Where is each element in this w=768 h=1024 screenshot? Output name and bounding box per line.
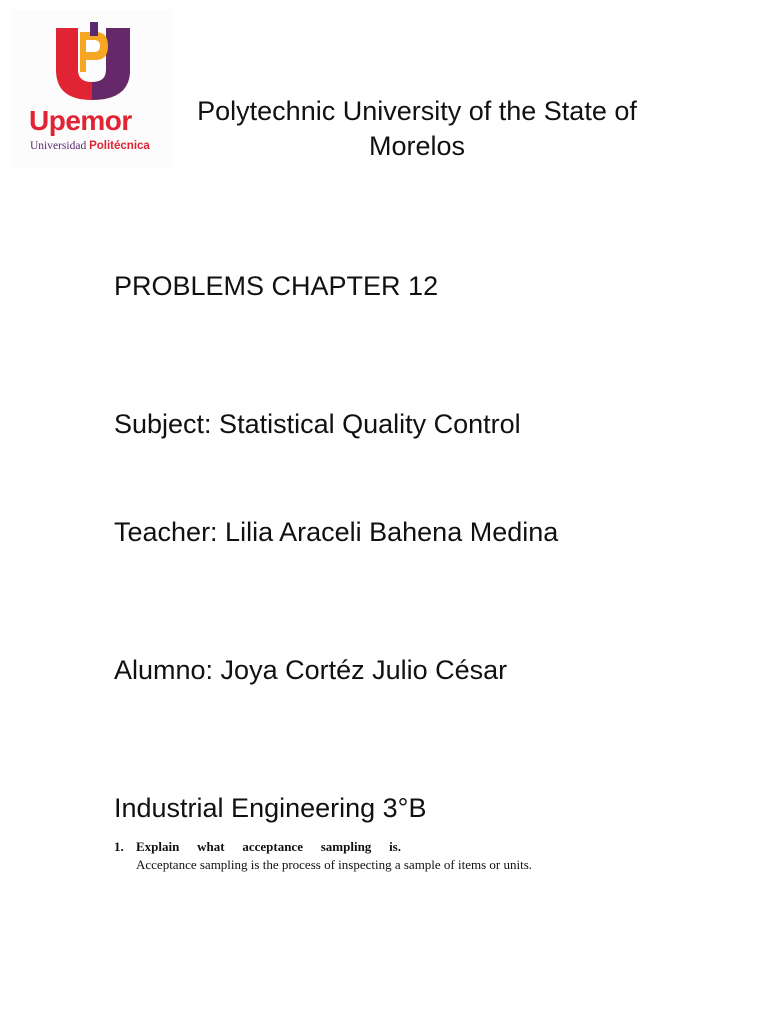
answer-text: Acceptance sampling is the process of inspecting a sample of items or units.: [136, 857, 533, 872]
logo-subtitle: [30, 141, 150, 153]
question-number: 1.: [114, 839, 124, 854]
upemor-emblem: [12, 10, 172, 110]
teacher-line: Teacher: Lilia Araceli Bahena Medina: [114, 517, 559, 547]
program-line: Industrial Engineering 3°B: [114, 793, 427, 823]
logo-wordmark: Upemor: [29, 105, 132, 136]
logo-subtitle-plain: Universidad: [30, 140, 90, 152]
university-name: Polytechnic University of the State of Morelos: [197, 96, 637, 161]
subject-line: Subject: Statistical Quality Control: [114, 409, 521, 439]
question-item: [114, 838, 554, 874]
question-text: Explain what acceptance sampling is.: [136, 839, 401, 854]
university-logo: [12, 10, 172, 168]
logo-subtitle-accent: Politécnica: [89, 140, 150, 152]
student-line: Alumno: Joya Cortéz Julio César: [114, 655, 508, 685]
question-heading: [114, 838, 554, 856]
document-title: PROBLEMS CHAPTER 12: [114, 271, 439, 301]
